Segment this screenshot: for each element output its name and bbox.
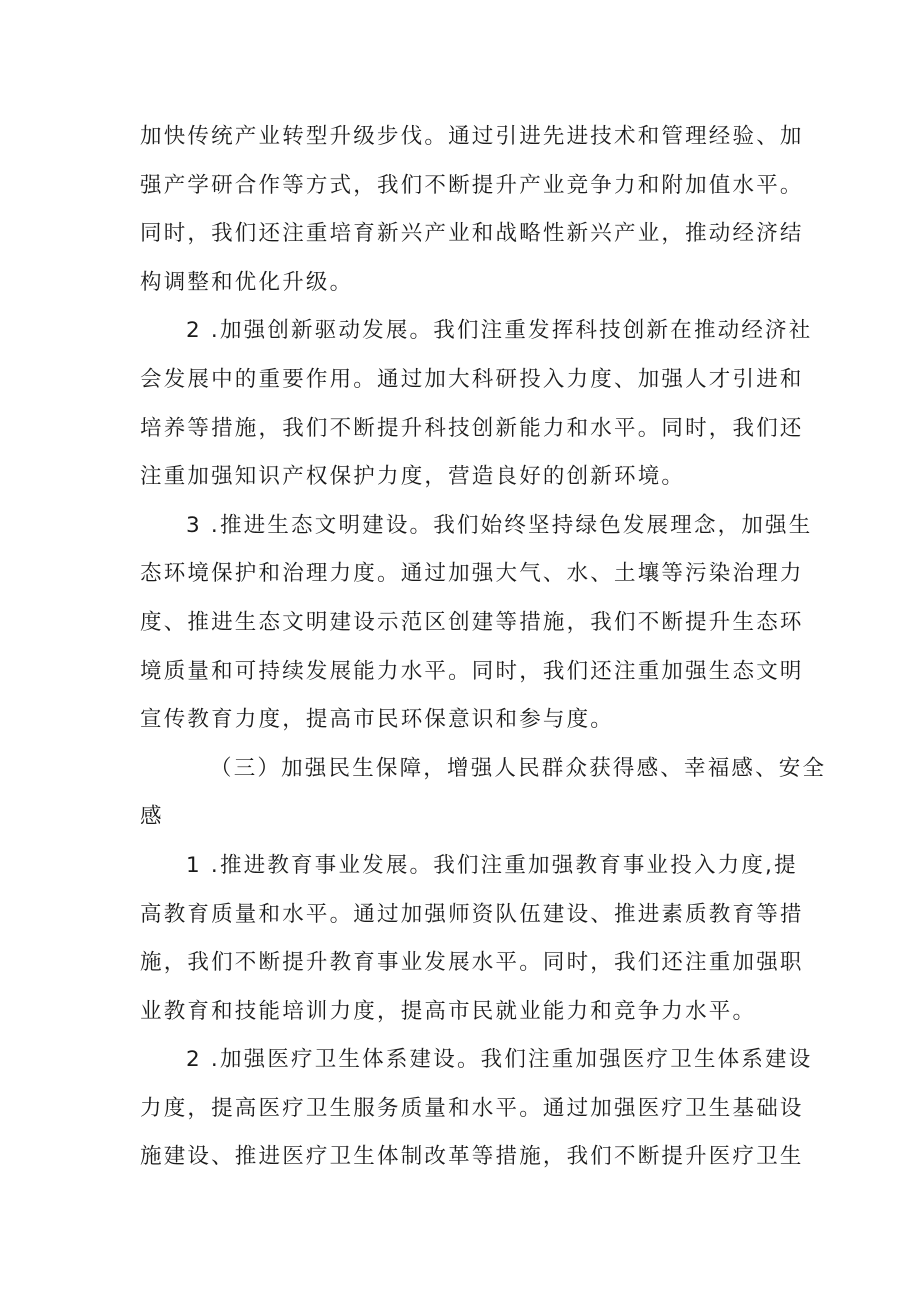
- section-heading: [140, 745, 827, 842]
- heading-line: （三）加强民生保障，增强人民群众获得感、幸福感、安全: [210, 755, 827, 781]
- text-line: 力度，提高医疗卫生服务质量和水平。通过加强医疗卫生基础设: [140, 1095, 804, 1121]
- text-line: 宣传教育力度，提高市民环保意识和参与度。: [140, 707, 615, 733]
- text-line: 2 .加强医疗卫生体系建设。我们注重加强医疗卫生体系建设: [186, 1047, 813, 1073]
- text-line: 3 .推进生态文明建设。我们始终坚持绿色发展理念，加强生: [186, 512, 813, 538]
- text-line: 同时，我们还注重培育新兴产业和战略性新兴产业，推动经济结: [140, 221, 804, 247]
- paragraph-innovation: [140, 307, 813, 501]
- text-line: 施，我们不断提升教育事业发展水平。同时，我们还注重加强职: [140, 950, 804, 976]
- text-line: 构调整和优化升级。: [140, 269, 354, 295]
- paragraph-health: [140, 1036, 813, 1182]
- text-line: 业教育和技能培训力度，提高市民就业能力和竞争力水平。: [140, 998, 757, 1024]
- text-line: 态环境保护和治理力度。通过加强大气、水、土壤等污染治理力: [140, 561, 804, 587]
- text-line: 培养等措施，我们不断提升科技创新能力和水平。同时，我们还: [140, 415, 804, 441]
- paragraph-education: [140, 842, 804, 1036]
- text-line: 2 .加强创新驱动发展。我们注重发挥科技创新在推动经济社: [186, 318, 813, 344]
- text-line: 境质量和可持续发展能力水平。同时，我们还注重加强生态文明: [140, 658, 804, 684]
- document-body: [140, 113, 827, 1182]
- text-line: 度、推进生态文明建设示范区创建等措施，我们不断提升生态环: [140, 609, 804, 635]
- heading-line: 感: [140, 804, 164, 830]
- text-line: 注重加强知识产权保护力度，营造良好的创新环境。: [140, 464, 686, 490]
- text-line: 强产学研合作等方式，我们不断提升产业竞争力和附加值水平。: [140, 172, 804, 198]
- text-line: 会发展中的重要作用。通过加大科研投入力度、加强人才引进和: [140, 366, 804, 392]
- text-line: 施建设、推进医疗卫生体制改革等措施，我们不断提升医疗卫生: [140, 1144, 804, 1170]
- text-line: 1 .推进教育事业发展。我们注重加强教育事业投入力度,提: [186, 852, 798, 878]
- paragraph-continuation: [140, 113, 804, 307]
- paragraph-ecology: [140, 502, 813, 745]
- text-line: 加快传统产业转型升级步伐。通过引进先进技术和管理经验、加: [140, 124, 804, 149]
- text-line: 高教育质量和水平。通过加强师资队伍建设、推进素质教育等措: [140, 901, 804, 927]
